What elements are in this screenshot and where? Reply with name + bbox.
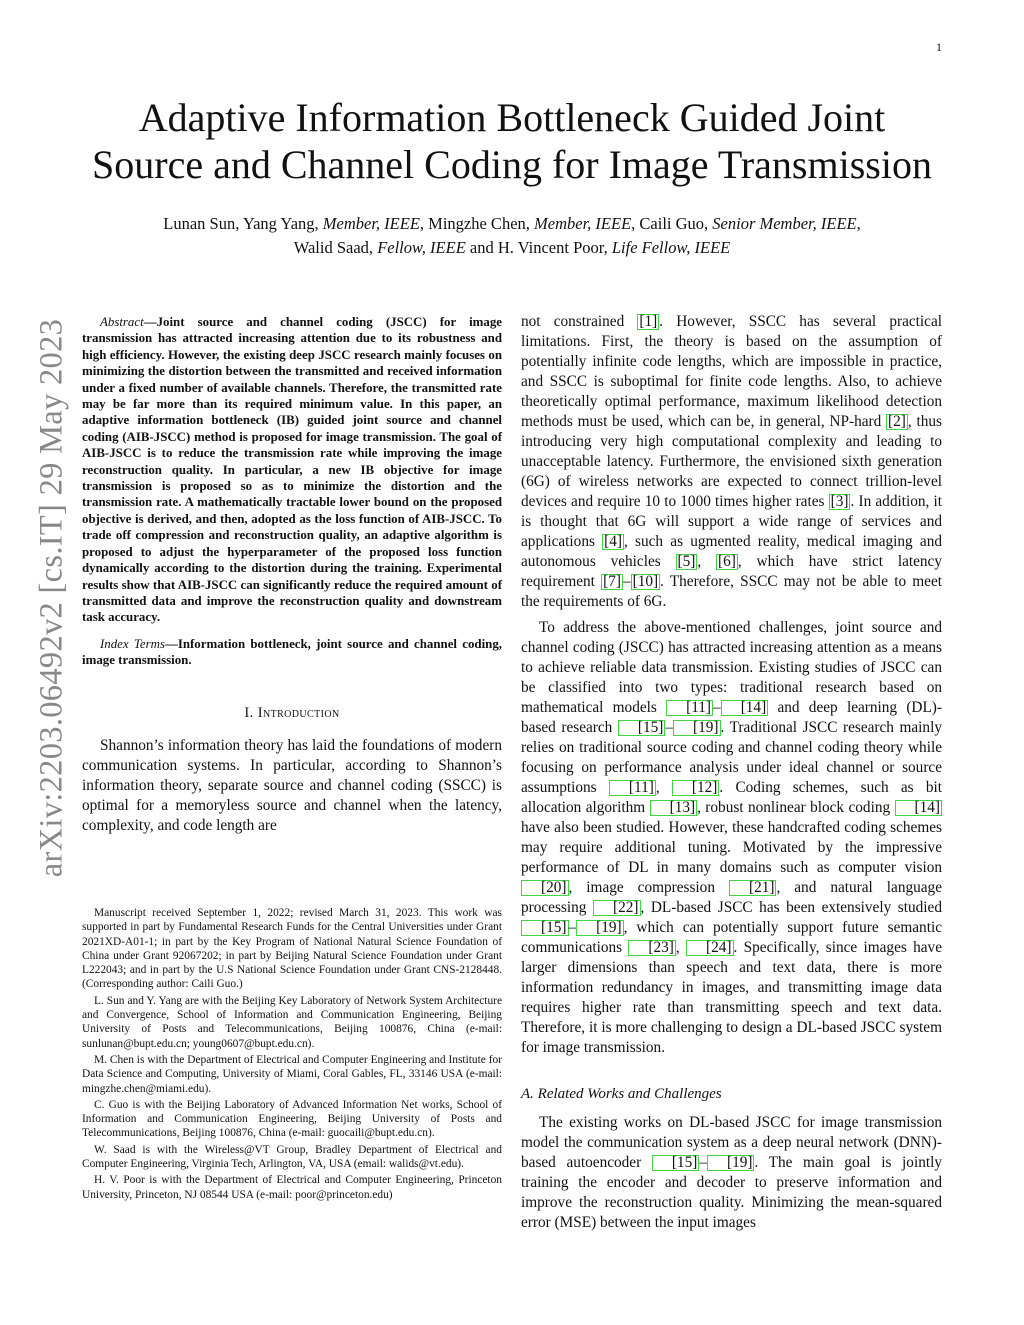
- text-run: , which can potentially support future semantic communications: [521, 919, 942, 956]
- citation-link[interactable]: [19]: [673, 720, 721, 736]
- text-run: ,: [697, 553, 702, 570]
- left-column: [82, 314, 502, 836]
- citation-link[interactable]: [4]: [604, 533, 622, 550]
- author-role: Member, IEEE: [322, 214, 420, 233]
- intro-paragraph: Shannon’s information theory has laid the foundations of modern communication systems. In particular, according to Shannon’s information theory, separate source and channel coding (SSCC) is optimal for a memoryless source and channel when the latency, complexity, and code length are: [82, 736, 502, 834]
- citation-link[interactable]: [6]: [718, 553, 736, 570]
- author-role: Life Fellow, IEEE: [611, 238, 731, 257]
- text-run: . The main goal is jointly training the encoder and decoder to preserve information and improve the reconstruction quality. Minimizing the mean-squared error (MSE) between the input images: [521, 1154, 942, 1231]
- text-run: . Therefore, SSCC may not be able to meet the requirements of 6G.: [521, 573, 943, 610]
- text-run: . Specifically, since images have larger dimensions than speech and text data, there is more information redundancy in images, and transmitting image data requires higher rate than transmitting speech and text data. Therefore, it is more challenging to design a DL-based JSCC system for image transmission.: [521, 939, 942, 1056]
- abstract: [82, 314, 502, 626]
- text-run: . Traditional JSCC research mainly relies on traditional source coding and channel coding theory while focusing on performance analysis under ideal channel or source assumptions: [521, 719, 942, 796]
- text-run: The existing works on DL-based JSCC for image transmission model the communication system as a deep neural network (DNN)-based autoencoder: [521, 1114, 942, 1171]
- text-run: –: [699, 1154, 707, 1171]
- right-column: [521, 312, 942, 1233]
- author-names: ,: [856, 214, 861, 233]
- text-run: –: [568, 919, 577, 936]
- text-run: . In addition, it is thought that 6G will support a wide range of services and applications: [521, 493, 943, 550]
- text-run: –: [665, 719, 674, 736]
- citation-link[interactable]: [19]: [576, 920, 624, 936]
- title-line-2: Source and Channel Coding for Image Transmission: [92, 142, 932, 187]
- citation-link[interactable]: [10]: [632, 573, 659, 590]
- author-role: Member, IEEE: [534, 214, 632, 233]
- abstract-label: Abstract: [100, 315, 144, 329]
- arxiv-stamp: arXiv:2203.06492v2 [cs.IT] 29 May 2023: [33, 318, 70, 878]
- citation-link[interactable]: [24]: [686, 940, 734, 956]
- footnote: Manuscript received September 1, 2022; revised March 31, 2023. This work was supported in part by Fundamental Research Funds for the Central Universities under Grant 2021XD-A01-1; in part by the Key Program of National Natural Science Foundation of China under Grant 92067202; in part by Beijing Natural Science Foundation under Grant L222043; and in part by the U.S National Science Foundation under Grant CNS-2128448. (Corresponding author: Caili Guo.): [82, 907, 502, 991]
- citation-link[interactable]: [12]: [672, 780, 720, 796]
- citation-link[interactable]: [11]: [609, 780, 656, 796]
- text-run: , DL-based JSCC has been extensively studied: [640, 899, 942, 916]
- citation-link[interactable]: [14]: [721, 700, 769, 716]
- index-terms-dash: —: [164, 636, 178, 651]
- text-run: and deep learning (DL)-based research: [521, 699, 942, 736]
- footnote: W. Saad is with the Wireless@VT Group, Bradley Department of Electrical and Computer Engineering, Virginia Tech, Arlington, VA, USA (email: walids@vt.edu).: [82, 1143, 502, 1171]
- index-terms: [82, 636, 502, 669]
- abstract-dash: —: [143, 315, 157, 329]
- citation-link[interactable]: [5]: [677, 553, 696, 570]
- author-role: Fellow, IEEE: [377, 238, 466, 257]
- citation-link[interactable]: [14]: [895, 800, 943, 816]
- section-numeral: I.: [244, 704, 254, 721]
- text-run: , image compression: [568, 879, 715, 896]
- text-run: , and natural language processing: [521, 879, 942, 916]
- text-run: , robust nonlinear block coding: [697, 799, 891, 816]
- text-run: . Coding schemes, such as bit allocation algorithm: [521, 779, 943, 816]
- section-title: Introduction: [257, 704, 340, 721]
- index-terms-text: Information bottleneck, joint source and channel coding, image transmission.: [82, 636, 502, 668]
- footnote: H. V. Poor is with the Department of Electrical and Computer Engineering, Princeton University, Princeton, NJ 08544 USA (e-mail: poor@princeton.edu): [82, 1174, 502, 1201]
- title-line-1: Adaptive Information Bottleneck Guided Joint: [138, 95, 886, 140]
- author-names: , Mingzhe Chen,: [419, 214, 530, 233]
- text-run: , such as ugmented reality, medical imaging and autonomous vehicles: [521, 533, 943, 570]
- citation-link[interactable]: [23]: [628, 940, 676, 956]
- citation-link[interactable]: [13]: [650, 800, 698, 816]
- citation-link[interactable]: [3]: [830, 493, 849, 510]
- citation-link[interactable]: [15]: [521, 920, 569, 936]
- author-names: Lunan Sun, Yang Yang,: [163, 214, 319, 233]
- author-names: and H. Vincent Poor,: [469, 238, 608, 257]
- citation-link[interactable]: [15]: [652, 1155, 700, 1171]
- citation-link[interactable]: [19]: [707, 1155, 755, 1171]
- body-paragraph: [521, 1113, 942, 1233]
- paper-title: [0, 94, 1024, 188]
- page-number: 1: [936, 40, 942, 54]
- text-run: –: [713, 699, 721, 716]
- footnotes: [82, 906, 502, 1204]
- text-run: , thus introducing very high computational complexity and leading to unacceptable latency. Furthermore, the envisioned sixth generation (6G) of wireless networks are expected to connect trillion-level devices and require 10 to 1000 times higher rates: [521, 413, 942, 510]
- citation-link[interactable]: [2]: [888, 413, 906, 430]
- footnote: M. Chen is with the Department of Electrical and Computer Engineering and Institute for Data Science and Computing, University of Miami, Coral Gables, FL, 33146 USA (e-mail: mingzhe.chen@miami.edu).: [82, 1053, 502, 1095]
- author-names: Walid Saad,: [293, 238, 374, 257]
- text-run: have also been studied. However, these handcrafted coding schemes may require additional tuning. Motivated by the impressive performance of DL in many domains such as computer vision: [521, 819, 942, 876]
- citation-link[interactable]: [21]: [729, 880, 777, 896]
- section-heading-introduction: [82, 705, 502, 722]
- body-paragraph: [521, 312, 942, 612]
- abstract-text: Joint source and channel coding (JSCC) for image transmission has attracted increasing attention due to its robustness and high efficiency. However, the existing deep JSCC research mainly focuses on minimizing the distortion between the transmitted and received information under a fixed number of available channels. Therefore, the transmitted rate may be far more than its required minimum value. In this paper, an adaptive information bottleneck (IB) guided joint source and channel coding (AIB-JSCC) method is proposed for image transmission. The goal of AIB-JSCC is to reduce the transmission rate while improving the image reconstruction quality. In particular, a new IB objective for image transmission is proposed so as to minimize the distortion and the transmission rate. A mathematically tractable lower bound on the proposed objective is derived, and then, adopted as the loss function of AIB-JSCC. To trade off compression and reconstruction quality, an adaptive algorithm is proposed to adjust the hyperparameter of the proposed loss function dynamically according to the distortion during the training. Experimental results show that AIB-JSCC can significantly reduce the required amount of transmitted data and improve the reconstruction quality and downstream task accuracy.: [82, 315, 502, 625]
- text-run: ,: [655, 779, 660, 796]
- citation-link[interactable]: [7]: [603, 573, 621, 590]
- body-paragraph: [521, 618, 942, 1058]
- text-run: –: [622, 573, 631, 590]
- text-run: not constrained: [521, 313, 625, 330]
- citation-link[interactable]: [22]: [593, 900, 641, 916]
- author-role: Senior Member, IEEE: [712, 214, 857, 233]
- footnote: L. Sun and Y. Yang are with the Beijing Key Laboratory of Network System Architecture and Convergence, School of Information and Communication Engineering, Beijing University of Posts and Telecommunications, Beijing 100876, China (e-mail: sunlunan@bupt.edu.cn; young0607@bupt.edu.cn).: [82, 994, 502, 1050]
- citation-link[interactable]: [11]: [666, 700, 713, 716]
- citation-link[interactable]: [15]: [618, 720, 666, 736]
- subsection-heading: A. Related Works and Challenges: [521, 1086, 722, 1102]
- text-run: . However, SSCC has several practical limitations. First, the theory is based on the assumption of potentially infinite code lengths, which are impossible in practice, and SSCC is suboptimal for finite code lengths. Also, to achieve theoretically optimal performance, maximum likelihood detection methods must be used, which can be, in general, NP-hard: [521, 313, 943, 430]
- footnote: C. Guo is with the Beijing Laboratory of Advanced Information Net works, School of Information and Communication Engineering, Beijing University of Posts and Telecommunications, Beijing 100876, China (e-mail: guocaili@bupt.edu.cn).: [82, 1098, 502, 1140]
- citation-link[interactable]: [20]: [521, 880, 569, 896]
- text-run: ,: [675, 939, 680, 956]
- index-terms-label: Index Terms: [100, 636, 165, 651]
- citation-link[interactable]: [1]: [639, 313, 658, 330]
- author-list: [0, 212, 1024, 260]
- author-names: , Caili Guo,: [631, 214, 709, 233]
- text-run: To address the above-mentioned challenges, joint source and channel coding (JSCC) has attracted increasing attention as a means to achieve reliable data transmission. Existing studies of JSCC can be classified into two types: traditional research based on mathematical models: [521, 619, 942, 716]
- text-run: , which have strict latency requirement: [521, 553, 942, 590]
